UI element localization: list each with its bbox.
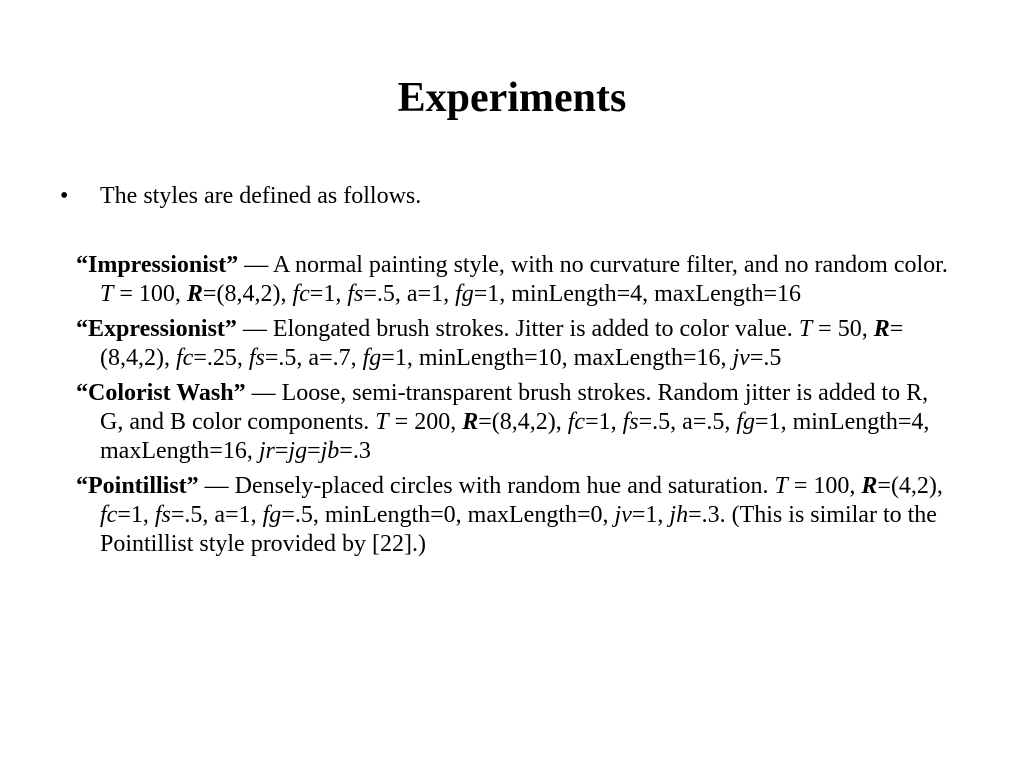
- bullet-marker: •: [60, 183, 69, 209]
- param-symbol: T: [100, 281, 114, 307]
- param-symbol: fs: [248, 345, 265, 371]
- param-text: =.5, a=.7,: [264, 345, 363, 371]
- param-symbol: fg: [455, 281, 474, 307]
- style-name: “Colorist Wash”: [76, 380, 246, 406]
- param-symbol: fs: [347, 281, 364, 307]
- style-entry-impressionist: [76, 251, 956, 309]
- param-text: =(4,2),: [877, 473, 943, 499]
- param-symbol: jg: [288, 438, 308, 464]
- param-symbol: jv: [732, 345, 750, 371]
- param-symbol: jr: [258, 438, 275, 464]
- param-symbol: T: [774, 473, 788, 499]
- slide-title: Experiments: [397, 75, 627, 121]
- param-text: =.5, a=1,: [170, 502, 263, 528]
- param-text: =1, minLength=4, maxLength=16: [473, 281, 801, 307]
- param-symbol: fc: [100, 502, 118, 528]
- param-symbol: jh: [669, 502, 689, 528]
- param-symbol: fg: [362, 345, 382, 371]
- style-description: Elongated brush strokes. Jitter is added to color value.: [272, 316, 793, 342]
- style-dash: —: [238, 252, 273, 278]
- param-text: =1,: [631, 502, 670, 528]
- param-text: =1, minLength=10, maxLength=16,: [381, 345, 733, 371]
- style-dash: —: [236, 316, 273, 342]
- param-symbol: fg: [736, 409, 756, 435]
- param-text: =.3. (This is similar to the Pointillist style provided by [22].): [100, 502, 937, 557]
- style-entry-expressionist: [76, 315, 956, 373]
- style-dash: —: [245, 380, 282, 406]
- param-symbol-bold: R: [861, 473, 878, 499]
- param-symbol: T: [375, 409, 389, 435]
- param-symbol: jb: [320, 438, 340, 464]
- style-name: “Expressionist”: [76, 316, 237, 342]
- param-text: = 200,: [388, 409, 463, 435]
- param-text: =.5, a=.5,: [638, 409, 737, 435]
- param-text: =: [274, 438, 289, 464]
- param-symbol: fg: [262, 502, 282, 528]
- param-text: =.5, a=1,: [363, 281, 456, 307]
- param-text: =(8,4,2),: [202, 281, 293, 307]
- param-text: =.25,: [193, 345, 249, 371]
- param-symbol: fc: [567, 409, 586, 435]
- style-name: “Pointillist”: [76, 473, 199, 499]
- param-text: =1,: [309, 281, 348, 307]
- param-symbol: fs: [154, 502, 171, 528]
- bullet-text: The styles are defined as follows.: [100, 183, 422, 209]
- param-symbol-bold: R: [462, 409, 479, 435]
- param-symbol: T: [798, 316, 813, 342]
- param-symbol-bold: R: [873, 316, 890, 342]
- param-symbol: fc: [175, 345, 194, 371]
- param-symbol: jv: [614, 502, 632, 528]
- style-entry-colorist-wash: [76, 379, 956, 466]
- style-description: A normal painting style, with no curvature filter, and no random color.: [272, 252, 948, 278]
- style-dash: —: [198, 473, 235, 499]
- param-symbol: fs: [622, 409, 639, 435]
- param-text: =: [307, 438, 321, 464]
- param-symbol-bold: R: [186, 281, 203, 307]
- param-text: = 100,: [113, 281, 187, 307]
- bullet-item: [60, 181, 421, 211]
- style-definitions: [76, 251, 956, 565]
- style-description: Loose, semi-transparent brush strokes. Random jitter is added to R, G, and B color components.: [100, 380, 929, 435]
- param-text: = 100,: [787, 473, 862, 499]
- style-description: Densely-placed circles with random hue and saturation.: [234, 473, 769, 499]
- param-text: = 50,: [812, 316, 874, 342]
- param-text: =(8,4,2),: [100, 316, 904, 371]
- param-text: =1,: [585, 409, 623, 435]
- style-params: [100, 281, 801, 307]
- param-text: =(8,4,2),: [478, 409, 568, 435]
- param-text: =1, minLength=4, maxLength=16,: [100, 409, 930, 464]
- style-entry-pointillist: [76, 472, 956, 559]
- param-text: =.5: [749, 345, 782, 371]
- param-text: =1,: [117, 502, 155, 528]
- param-symbol: fc: [292, 281, 310, 307]
- param-text: =.5, minLength=0, maxLength=0,: [281, 502, 615, 528]
- param-text: =.3: [339, 438, 371, 464]
- style-name: “Impressionist”: [76, 252, 239, 278]
